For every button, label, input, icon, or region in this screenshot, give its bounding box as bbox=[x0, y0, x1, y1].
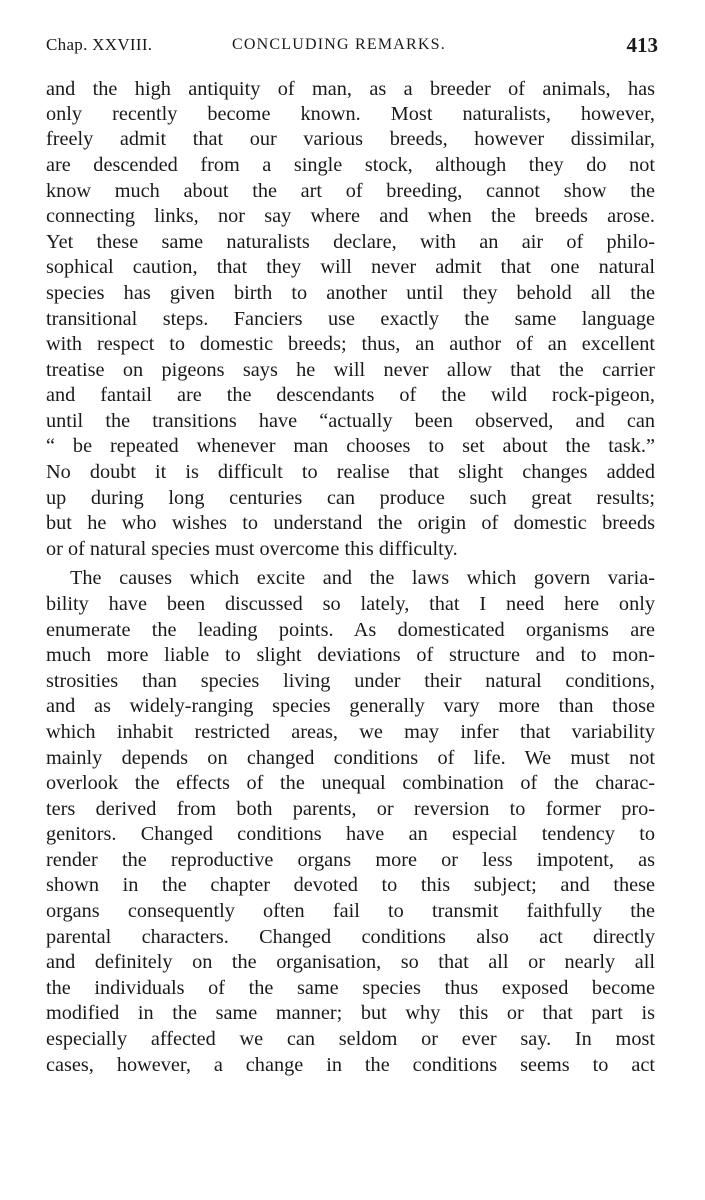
text-line: overlook the effects of the unequal combination of the charac- bbox=[46, 772, 655, 794]
text-line: No doubt it is difficult to realise that slight changes added bbox=[46, 461, 655, 483]
running-header bbox=[46, 30, 658, 60]
text-line: genitors. Changed conditions have an especial tendency to bbox=[46, 823, 655, 845]
text-line: cases, however, a change in the conditions seems to act bbox=[46, 1054, 655, 1076]
text-line: up during long centuries can produce such great results; bbox=[46, 487, 655, 509]
text-line: The causes which excite and the laws which govern varia- bbox=[70, 567, 655, 589]
text-line: enumerate the leading points. As domesticated organisms are bbox=[46, 619, 655, 641]
text-line: only recently become known. Most naturalists, however, bbox=[46, 103, 655, 125]
text-line: and fantail are the descendants of the wild rock-pigeon, bbox=[46, 384, 655, 406]
text-line: or of natural species must overcome this difficulty. bbox=[46, 538, 458, 560]
text-line: modified in the same manner; but why this or that part is bbox=[46, 1002, 655, 1024]
chapter-label: Chap. XXVIII. bbox=[46, 35, 153, 54]
text-line: freely admit that our various breeds, however dissimilar, bbox=[46, 128, 655, 150]
chapter-title: CONCLUDING REMARKS. bbox=[232, 36, 446, 53]
text-line: “ be repeated whenever man chooses to set about the task.” bbox=[46, 435, 655, 457]
text-line: bility have been discussed so lately, that I need here only bbox=[46, 593, 655, 615]
text-line: until the transitions have “actually been observed, and can bbox=[46, 410, 655, 432]
text-line: organs consequently often fail to transmit faithfully the bbox=[46, 900, 655, 922]
text-line: the individuals of the same species thus exposed become bbox=[46, 977, 655, 999]
text-line: treatise on pigeons says he will never allow that the carrier bbox=[46, 359, 655, 381]
text-line: and the high antiquity of man, as a breeder of animals, has bbox=[46, 78, 655, 100]
text-line: mainly depends on changed conditions of life. We must not bbox=[46, 747, 655, 769]
text-line: Yet these same naturalists declare, with an air of philo- bbox=[46, 231, 655, 253]
page-number: 413 bbox=[626, 33, 658, 57]
text-line: parental characters. Changed conditions also act directly bbox=[46, 926, 655, 948]
text-line: much more liable to slight deviations of structure and to mon- bbox=[46, 644, 655, 666]
text-line: connecting links, nor say where and when the breeds arose. bbox=[46, 205, 655, 227]
text-line: are descended from a single stock, although they do not bbox=[46, 154, 655, 176]
text-line: transitional steps. Fanciers use exactly the same language bbox=[46, 308, 655, 330]
text-line: which inhabit restricted areas, we may infer that variability bbox=[46, 721, 655, 743]
text-line: but he who wishes to understand the origin of domestic breeds bbox=[46, 512, 655, 534]
text-line: know much about the art of breeding, cannot show the bbox=[46, 180, 655, 202]
text-line: strosities than species living under their natural conditions, bbox=[46, 670, 655, 692]
text-line: and definitely on the organisation, so that all or nearly all bbox=[46, 951, 655, 973]
text-line: ters derived from both parents, or reversion to former pro- bbox=[46, 798, 655, 820]
text-line: with respect to domestic breeds; thus, an author of an excellent bbox=[46, 333, 655, 355]
text-line: sophical caution, that they will never admit that one natural bbox=[46, 256, 655, 278]
text-line: and as widely-ranging species generally vary more than those bbox=[46, 695, 655, 717]
text-line: species has given birth to another until they behold all the bbox=[46, 282, 655, 304]
text-line: especially affected we can seldom or ever say. In most bbox=[46, 1028, 655, 1050]
text-line: shown in the chapter devoted to this subject; and these bbox=[46, 874, 655, 896]
text-line: render the reproductive organs more or less impotent, as bbox=[46, 849, 655, 871]
